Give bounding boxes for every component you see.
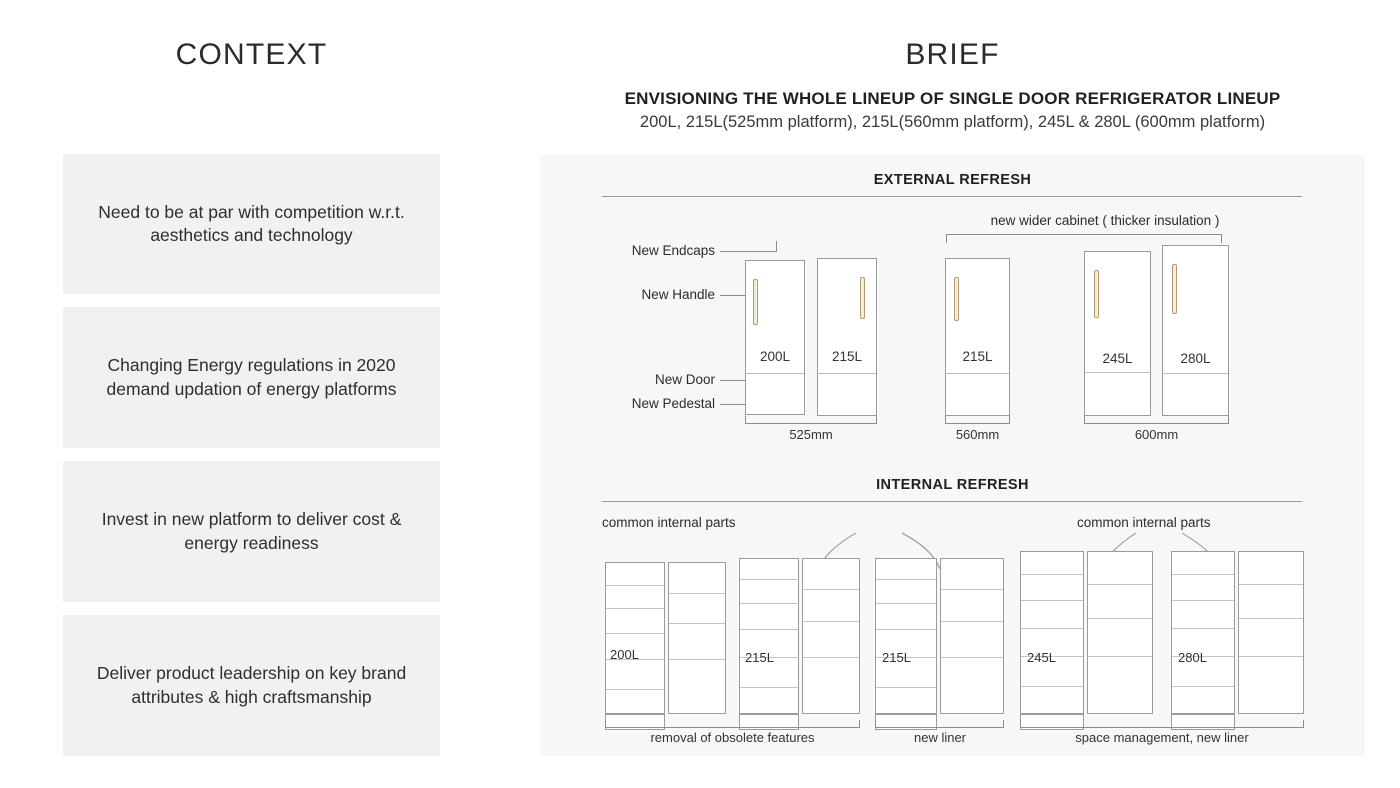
platform-bracket-525 <box>745 416 877 424</box>
context-card <box>63 154 440 294</box>
external-refresh-title: EXTERNAL REFRESH <box>873 172 1032 188</box>
handle-icon <box>954 277 959 321</box>
brief-heading: BRIEF <box>905 38 1000 71</box>
internal-caption-bracket-1 <box>605 720 860 728</box>
callout-new-door: New Door <box>654 372 715 387</box>
context-card-text: Invest in new platform to deliver cost & energy readiness <box>101 509 402 553</box>
common-parts-note-left: common internal parts <box>602 515 736 530</box>
door-divider <box>946 373 1009 374</box>
internal-caption-bracket-2 <box>875 720 1004 728</box>
fridge-external-200l <box>745 260 805 415</box>
internal-refresh-title: INTERNAL REFRESH <box>876 477 1029 493</box>
capacity-label-280l: 280L <box>1180 351 1211 366</box>
platform-bracket-560 <box>945 416 1010 424</box>
fridge-internal-215l-560-body <box>875 558 937 714</box>
capacity-label-215l-560: 215L <box>962 349 993 364</box>
platform-width-560: 560mm <box>955 427 1000 442</box>
context-card <box>63 615 440 756</box>
fridge-internal-215l-525-body <box>739 558 799 714</box>
capacity-label-internal-215l-560: 215L <box>882 650 911 665</box>
internal-caption-3: space management, new liner <box>1075 730 1249 745</box>
context-card-text: Changing Energy regulations in 2020 demand updation of energy platforms <box>106 355 397 399</box>
cabinet-note-label: new wider cabinet ( thicker insulation ) <box>990 213 1220 228</box>
capacity-label-internal-245l: 245L <box>1027 650 1056 665</box>
platform-bracket-600 <box>1084 416 1229 424</box>
handle-icon <box>860 277 865 319</box>
handle-icon <box>1172 264 1177 314</box>
capacity-label-internal-280l: 280L <box>1178 650 1207 665</box>
fridge-internal-215l-525-door <box>802 558 860 714</box>
fridge-external-215l-525 <box>817 258 877 416</box>
brief-subtitle-secondary: 200L, 215L(525mm platform), 215L(560mm platform), 245L & 280L (600mm platform) <box>639 113 1266 131</box>
door-divider <box>1085 372 1150 373</box>
brief-subtitle: ENVISIONING THE WHOLE LINEUP OF SINGLE DOOR REFRIGERATOR LINEUP <box>624 89 1281 108</box>
context-heading: CONTEXT <box>175 38 328 71</box>
capacity-label-200l: 200L <box>759 349 791 364</box>
fridge-internal-245l-door <box>1087 551 1153 714</box>
context-card-text: Deliver product leadership on key brand attributes & high craftsmanship <box>96 663 407 707</box>
fridge-internal-280l-door <box>1238 551 1304 714</box>
leader-line <box>720 251 776 252</box>
capacity-label-215l-525: 215L <box>831 349 863 364</box>
callout-new-endcaps: New Endcaps <box>631 243 715 258</box>
leader-line <box>776 241 777 252</box>
door-divider <box>746 373 804 374</box>
context-card <box>63 461 440 602</box>
internal-divider <box>602 501 1302 502</box>
cabinet-note-bracket <box>946 234 1222 243</box>
capacity-label-245l: 245L <box>1102 351 1133 366</box>
internal-caption-bracket-3 <box>1020 720 1304 728</box>
external-divider <box>602 196 1302 197</box>
fridge-internal-200l-body <box>605 562 665 714</box>
platform-width-600: 600mm <box>1134 427 1179 442</box>
internal-caption-2: new liner <box>913 730 967 745</box>
capacity-label-internal-200l: 200L <box>610 647 639 662</box>
capacity-label-internal-215l-525: 215L <box>745 650 774 665</box>
fridge-internal-215l-560-door <box>940 558 1004 714</box>
context-card-text: Need to be at par with competition w.r.t. aesthetics and technology <box>98 201 405 245</box>
fridge-internal-200l-door <box>668 562 726 714</box>
fridge-external-245l <box>1084 251 1151 416</box>
door-divider <box>1163 373 1228 374</box>
door-divider <box>818 373 876 374</box>
common-parts-note-right: common internal parts <box>1077 515 1211 530</box>
platform-width-525: 525mm <box>789 427 833 442</box>
brief-panel <box>540 155 1365 756</box>
handle-icon <box>1094 270 1099 318</box>
callout-new-handle: New Handle <box>641 287 715 302</box>
internal-caption-1: removal of obsolete features <box>650 730 815 745</box>
handle-icon <box>753 279 758 325</box>
callout-new-pedestal: New Pedestal <box>631 396 715 411</box>
leader-line <box>720 295 746 296</box>
fridge-internal-280l-body <box>1171 551 1235 714</box>
fridge-internal-245l-body <box>1020 551 1084 714</box>
context-card <box>63 307 440 448</box>
fridge-external-215l-560 <box>945 258 1010 416</box>
fridge-external-280l <box>1162 245 1229 416</box>
